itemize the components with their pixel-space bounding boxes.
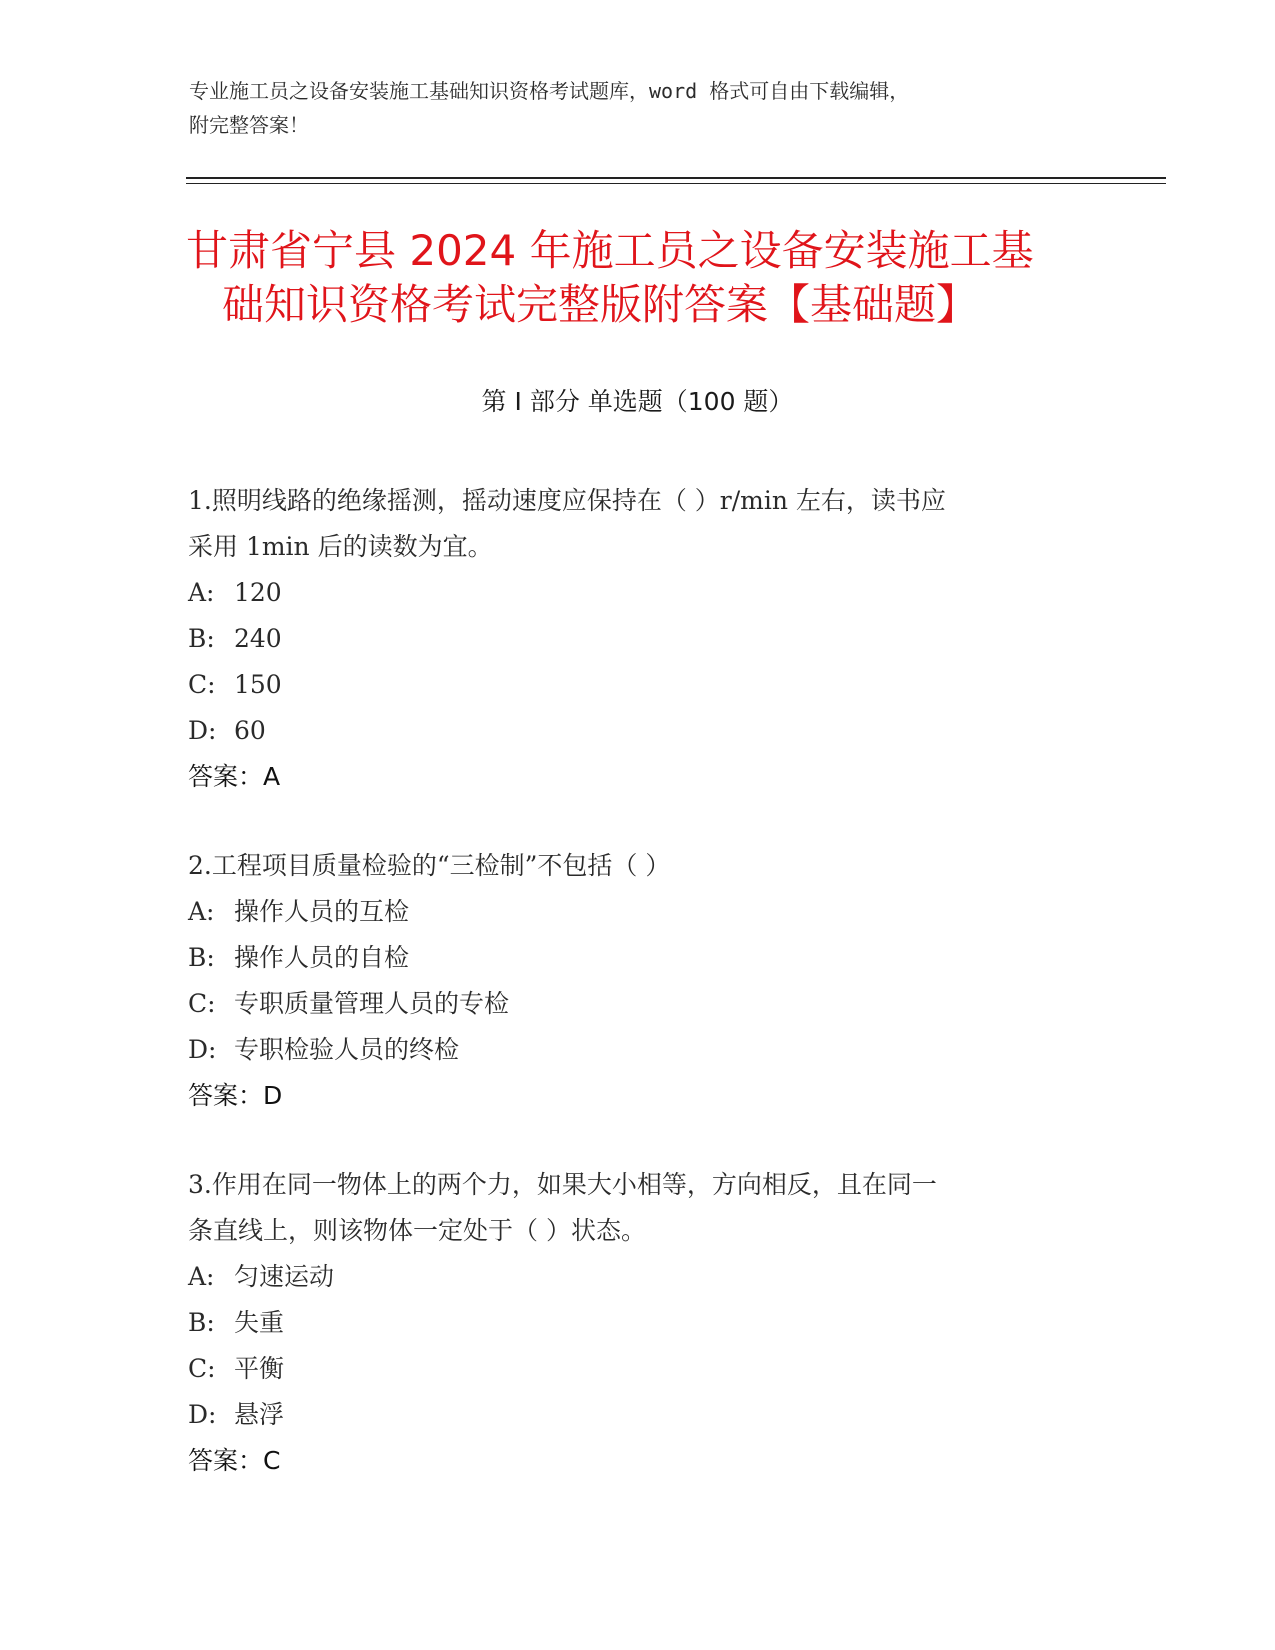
option-a (188, 570, 1068, 616)
header-divider-thin (186, 183, 1166, 184)
option-text: 失重 (234, 1308, 285, 1337)
option-c (188, 1346, 1068, 1392)
option-label: A: (188, 897, 215, 926)
question-1 (188, 478, 1068, 800)
option-text: 60 (234, 716, 266, 745)
option-a (188, 1254, 1068, 1300)
option-label: A: (188, 1262, 215, 1291)
option-label: B: (188, 1308, 215, 1337)
header-note-line-1: 专业施工员之设备安装施工基础知识资格考试题库，word 格式可自由下载编辑， (189, 79, 910, 103)
option-text: 平衡 (234, 1354, 285, 1383)
question-text (188, 1162, 1068, 1254)
header-note-line-2: 附完整答案！ (189, 113, 309, 137)
option-text: 专职质量管理人员的专检 (234, 989, 510, 1018)
document-title (186, 224, 1086, 332)
question-text-line-1: 1.照明线路的绝缘摇测，摇动速度应保持在（ ）r/min 左右，读书应 (188, 486, 946, 515)
document-header-note (189, 74, 1089, 142)
answer: 答案：D (188, 1081, 283, 1110)
option-text: 操作人员的自检 (234, 943, 410, 972)
question-text (188, 843, 1068, 889)
option-label: C: (188, 989, 216, 1018)
answer: 答案：A (188, 762, 281, 791)
title-line-1: 甘肃省宁县 2024 年施工员之设备安装施工基 (186, 226, 1034, 275)
option-label: B: (188, 943, 215, 972)
option-label: C: (188, 670, 216, 699)
header-divider-thick (186, 177, 1166, 179)
question-list (188, 478, 1068, 1527)
option-label: D: (188, 1400, 217, 1429)
option-d (188, 708, 1068, 754)
option-c (188, 662, 1068, 708)
option-text: 匀速运动 (234, 1262, 335, 1291)
section-title: 第 I 部分 单选题（100 题） (481, 387, 794, 416)
question-text-line-1: 3.作用在同一物体上的两个力，如果大小相等，方向相反，且在同一 (188, 1170, 937, 1199)
question-text-line-1: 2.工程项目质量检验的“三检制”不包括（ ） (188, 851, 671, 880)
option-label: C: (188, 1354, 216, 1383)
question-2 (188, 843, 1068, 1119)
option-a (188, 889, 1068, 935)
option-text: 120 (234, 578, 282, 607)
option-text: 专职检验人员的终检 (234, 1035, 460, 1064)
option-label: B: (188, 624, 215, 653)
option-text: 操作人员的互检 (234, 897, 410, 926)
option-b (188, 616, 1068, 662)
option-d (188, 1027, 1068, 1073)
option-b (188, 935, 1068, 981)
question-text-line-2: 条直线上，则该物体一定处于（ ）状态。 (188, 1216, 646, 1245)
option-b (188, 1300, 1068, 1346)
question-3 (188, 1162, 1068, 1484)
question-text-line-2: 采用 1min 后的读数为宜。 (188, 532, 493, 561)
option-label: D: (188, 716, 217, 745)
answer: 答案：C (188, 1446, 281, 1475)
option-label: D: (188, 1035, 217, 1064)
option-d (188, 1392, 1068, 1438)
option-c (188, 981, 1068, 1027)
question-text (188, 478, 1068, 570)
option-text: 150 (234, 670, 282, 699)
option-text: 悬浮 (234, 1400, 285, 1429)
option-label: A: (188, 578, 215, 607)
option-text: 240 (234, 624, 282, 653)
title-line-2: 础知识资格考试完整版附答案【基础题】 (222, 280, 979, 329)
